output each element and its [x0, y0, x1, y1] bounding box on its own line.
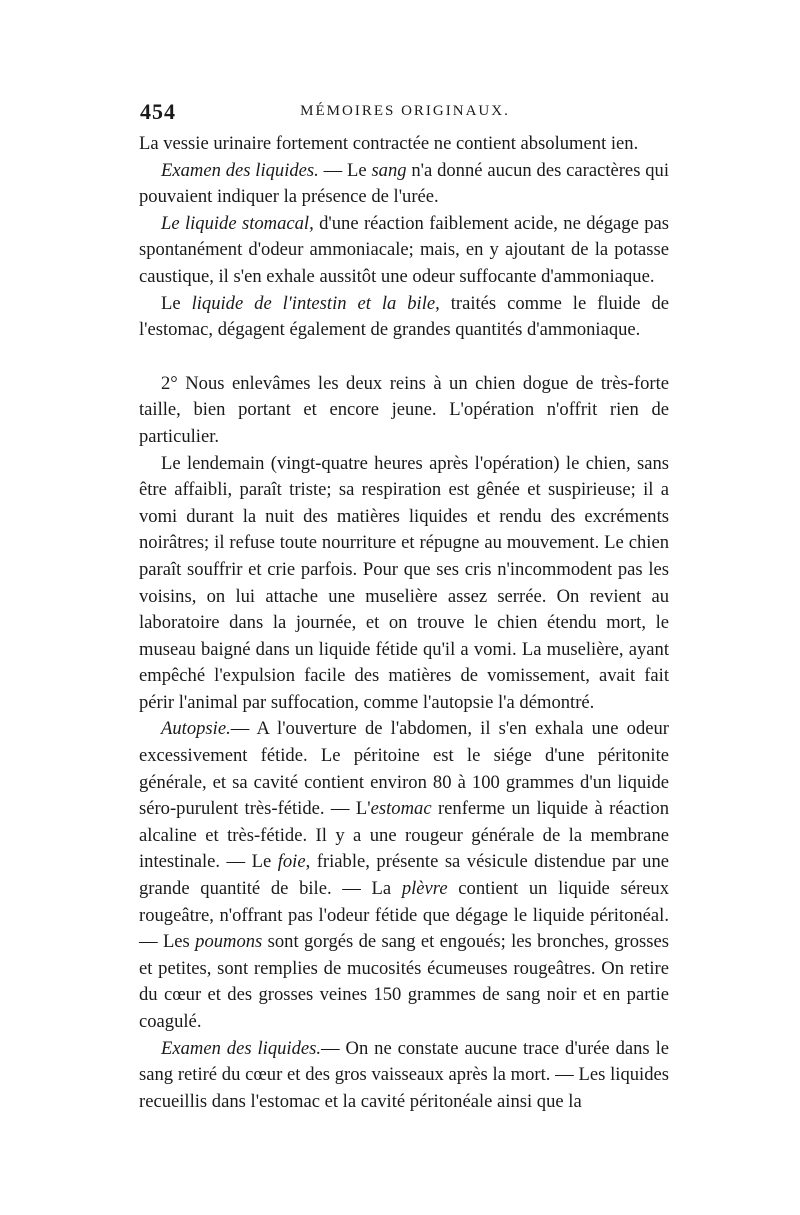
- text-segment: traités comme le fluide de l'estomac, dégagent également de grandes quantités d'ammoniaque.: [139, 292, 669, 341]
- term-estomac: estomac: [370, 798, 432, 820]
- text-segment: renferme un liquide à réaction alcaline et très-fétide. Il y a une rougeur générale de la membrane intestinale. — Le: [139, 798, 669, 873]
- text-segment: , friable, présente sa vésicule distendue par une grande quantité de bile. — La: [139, 851, 669, 900]
- text-segment: — A l'ouverture de l'abdomen, il s'en exhala une odeur excessivement fétide. Le péritoine est le siége d'une péritonite générale, et sa cavité contient environ 80 à 100 grammes d'un liquide séro-purulent très-fétide. — L': [139, 718, 669, 820]
- running-title: MÉMOIRES ORIGINAUX.: [300, 103, 510, 119]
- heading-examen-liquides: Examen des liquides.: [161, 159, 319, 181]
- text-segment: contient un liquide séreux rougeâtre, n'offrant pas l'odeur fétide que dégage le liquide péritonéal. — Les: [139, 878, 669, 953]
- text-segment: Le: [161, 292, 192, 314]
- paragraph-examen-liquides: [139, 158, 669, 211]
- paragraph-autopsie: [139, 716, 669, 1035]
- page-header: [140, 99, 670, 129]
- paragraph-experiment-2: 2° Nous enlevâmes les deux reins à un chien dogue de très-forte taille, bien portant et encore jeune. L'opération n'offrit rien de particulier.: [139, 372, 669, 447]
- term-poumons: poumons: [195, 931, 263, 953]
- paragraph-intestin-bile: [139, 291, 669, 344]
- paragraph-lendemain: Le lendemain (vingt-quatre heures après l'opération) le chien, sans être affaibli, paraît triste; sa respiration est gênée et suspirieuse; il a vomi durant la nuit des matières liquides et rendu des excréments noirâtres; il refuse toute nourriture et répugne au mouvement. Le chien paraît souffrir et crie parfois. Pour que ses cris n'incommodent pas les voisins, on lui attache une muselière assez serrée. On revient au laboratoire dans la journée, et on trouve le chien étendu mort, le museau baigné dans un liquide fétide qu'il a vomi. La muselière, ayant empêché l'expulsion facile des matières de vomissement, avait fait périr l'animal par suffocation, comme l'autopsie l'a démontré.: [139, 452, 669, 713]
- term-foie: foie: [277, 851, 306, 873]
- text-segment: n'a donné aucun des caractères qui pouvaient indiquer la présence de l'urée.: [139, 159, 669, 208]
- heading-examen-liquides-2: Examen des liquides.: [161, 1037, 322, 1059]
- term-liquide-stomacal: Le liquide stomacal,: [161, 212, 314, 234]
- term-sang: sang: [371, 159, 407, 181]
- term-plevre: plèvre: [401, 878, 448, 900]
- text-segment: sont gorgés de sang et engoués; les bronches, grosses et petites, sont remplies de mucosités écumeuses rougeâtres. On retire du cœur et des grosses veines 150 grammes de sang noir et en partie coagulé.: [139, 931, 669, 1032]
- term-intestin-bile: liquide de l'intestin et la bile,: [191, 292, 440, 314]
- paragraph-examen-liquides-2: [139, 1036, 669, 1116]
- paragraph-bladder: La vessie urinaire fortement contractée ne contient absolument ien.: [139, 133, 639, 154]
- page-number: 454: [140, 99, 176, 124]
- text-segment: — On ne constate aucune trace d'urée dans le sang retiré du cœur et des gros vaisseaux après la mort. — Les liquides recueillis dans l'estomac et la cavité péritonéale ainsi que la: [139, 1037, 669, 1112]
- text-segment: d'une réaction faiblement acide, ne dégage pas spontanément d'odeur ammoniacale; mais, en y ajoutant de la potasse caustique, il s'en exhale aussitôt une odeur suffocante d'ammoniaque.: [139, 212, 669, 287]
- heading-autopsie: Autopsie.: [161, 718, 231, 740]
- body-text: [139, 131, 669, 1115]
- paragraph-liquide-stomacal: [139, 211, 669, 291]
- text-segment: — Le: [318, 159, 372, 181]
